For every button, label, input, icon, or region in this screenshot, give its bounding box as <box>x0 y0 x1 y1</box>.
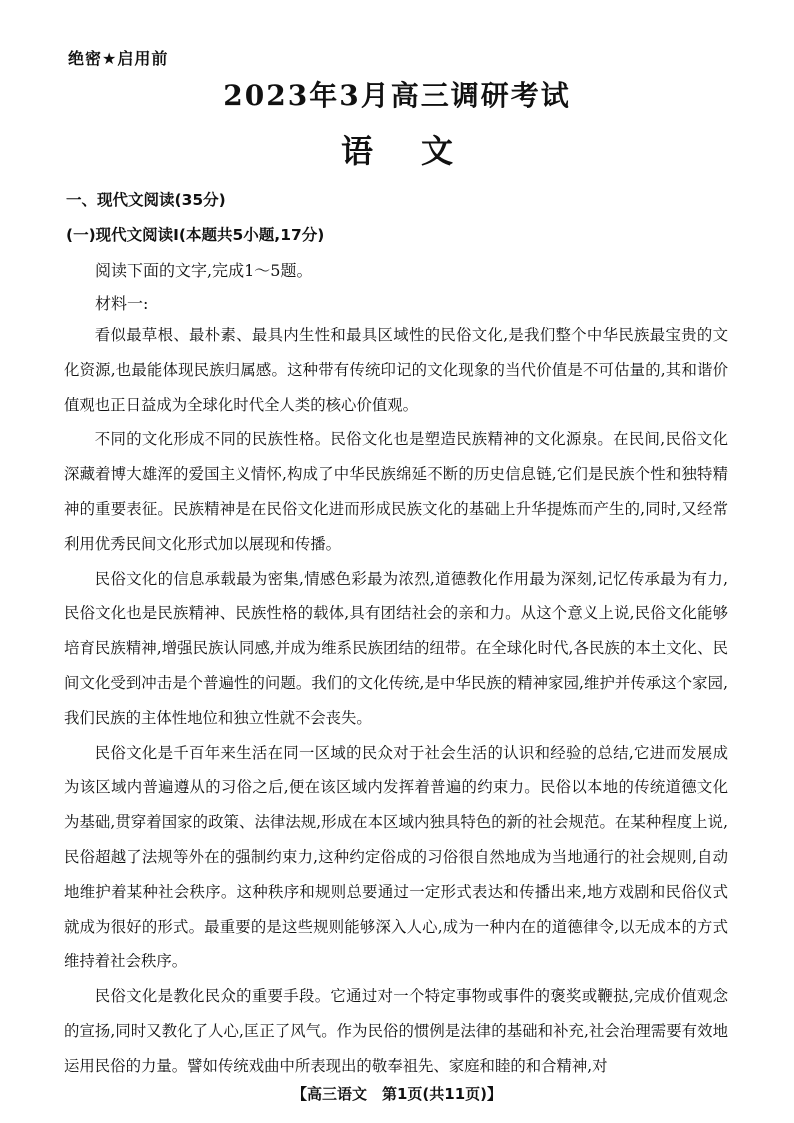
subject-char-2: 文 <box>421 132 454 170</box>
reading-instruction: 阅读下面的文字,完成1～5题。 <box>95 261 313 280</box>
passage-body <box>64 318 728 1084</box>
material-label: 材料一: <box>95 294 149 313</box>
paragraph: 民俗文化的信息承载最为密集,情感色彩最为浓烈,道德教化作用最为深刻,记忆传承最为有力,民俗文化也是民族精神、民族性格的载体,具有团结社会的亲和力。从这个意义上说,民俗文化能够培育民族精神,增强民族认同感,并成为维系民族团结的纽带。在全球化时代,各民族的本土文化、民间文化受到冲击是个普遍性的问题。我们的文化传统,是中华民族的精神家园,维护并传承这个家园,我们民族的主体性地位和独立性就不会丧失。 <box>64 569 728 727</box>
paragraph: 看似最草根、最朴素、最具内生性和最具区域性的民俗文化,是我们整个中华民族最宝贵的文化资源,也最能体现民族归属感。这种带有传统印记的文化现象的当代价值是不可估量的,其和谐价值观也正日益成为全球化时代全人类的核心价值观。 <box>64 326 728 414</box>
confidential-mark: 绝密★启用前 <box>68 49 169 68</box>
exam-title: 2023年3月高三调研考试 <box>223 79 571 112</box>
paragraph: 不同的文化形成不同的民族性格。民俗文化也是塑造民族精神的文化源泉。在民间,民俗文化深藏着博大雄浑的爱国主义情怀,构成了中华民族绵延不断的历史信息链,它们是民族个性和独特精神的重要表征。民族精神是在民俗文化进而形成民族文化的基础上升华提炼而产生的,同时,又经常利用优秀民间文化形式加以展现和传播。 <box>64 430 728 553</box>
sub-section-title: (一)现代文阅读Ⅰ(本题共5小题,17分) <box>66 226 325 244</box>
paragraph: 民俗文化是千百年来生活在同一区域的民众对于社会生活的认识和经验的总结,它进而发展成为该区域内普遍遵从的习俗之后,便在该区域内发挥着普遍的约束力。民俗以本地的传统道德文化为基础,贯穿着国家的政策、法律法规,形成在本区域内独具特色的新的社会规范。在某种程度上说,民俗超越了法规等外在的强制约束力,这种约定俗成的习俗很自然地成为当地通行的社会规则,自动地维护着某种社会秩序。这种秩序和规则总要通过一定形式表达和传播出来,地方戏剧和民俗仪式就成为很好的形式。最重要的是这些规则能够深入人心,成为一种内在的道德律令,以无成本的方式维持着社会秩序。 <box>64 743 728 971</box>
paragraph: 民俗文化是教化民众的重要手段。它通过对一个特定事物或事件的褒奖或鞭挞,完成价值观念的宣扬,同时又教化了人心,匡正了风气。作为民俗的惯例是法律的基础和补充,社会治理需要有效地运用民俗的力量。譬如传统戏曲中所表现出的敬奉祖先、家庭和睦的和合精神,对 <box>64 987 728 1075</box>
subject-title <box>0 126 794 172</box>
page-footer: 【高三语文 第1页(共11页)】 <box>291 1085 503 1103</box>
part-title: 一、现代文阅读(35分) <box>66 191 226 209</box>
subject-char-1: 语 <box>340 132 373 170</box>
